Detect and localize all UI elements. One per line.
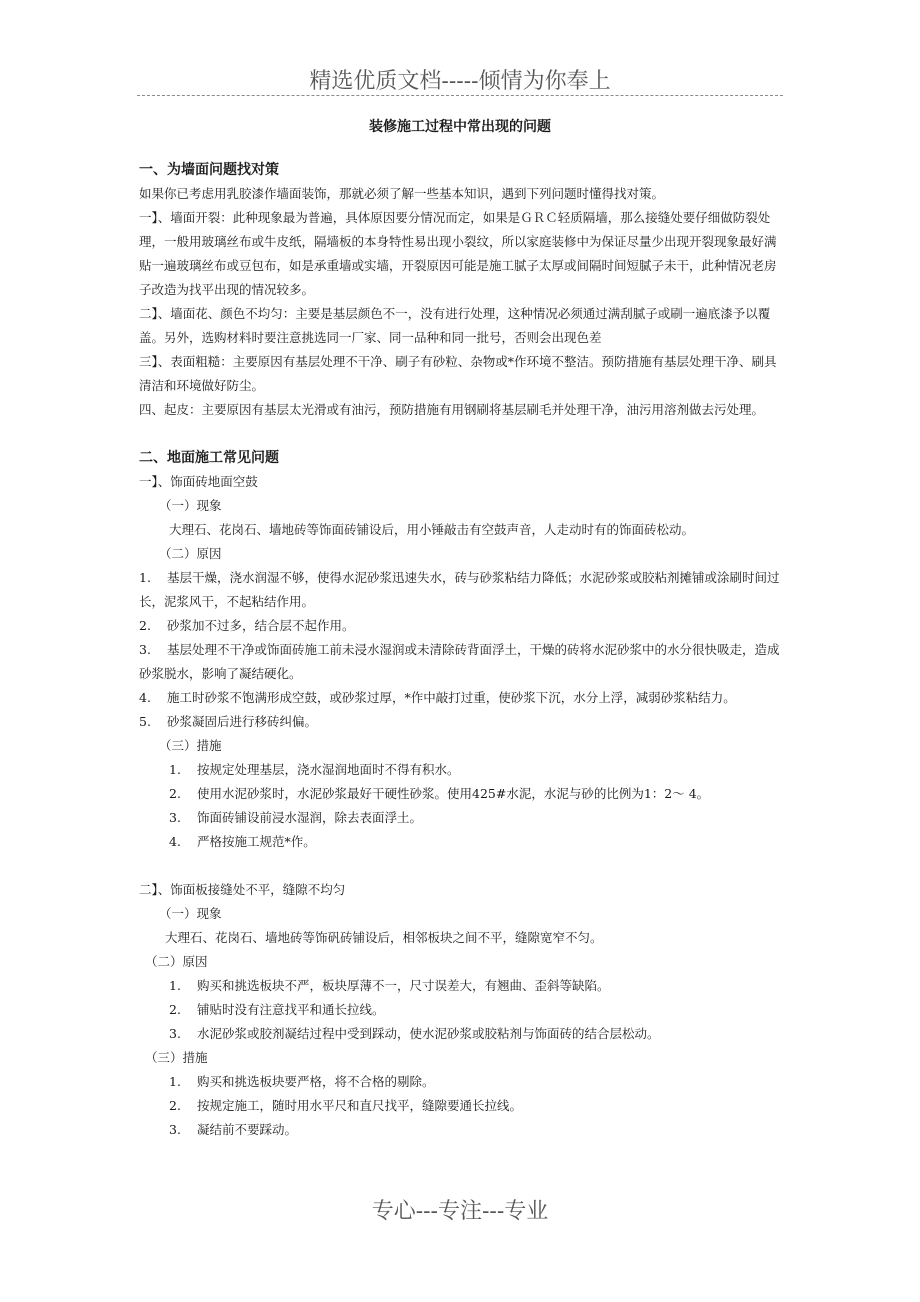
paragraph: 二】、墙面花、颜色不均匀：主要是基层颜色不一，没有进行处理，这种情况必须通过满刮腻子或刷一遍底漆予以覆盖。另外，选购材料时要注意挑选同一厂家、同一品种和同一批号，否则会出现色差 xyxy=(139,306,771,345)
measure-item xyxy=(139,758,787,782)
paragraph: 如果你已考虑用乳胶漆作墙面装饰，那就必须了解一些基本知识，遇到下列问题时懂得找对策。 xyxy=(139,186,665,201)
paragraph: 三】、表面粗糙：主要原因有基层处理不干净、刷子有砂粒、杂物或*作环境不整洁。预防措施有基层处理干净、刷具清洁和环境做好防尘。 xyxy=(139,354,777,393)
item-text: 砂浆凝固后进行移砖纠偏。 xyxy=(167,714,318,729)
cause-item xyxy=(139,686,787,710)
item-number: 3. xyxy=(169,1026,181,1041)
measure-label: （三）措施 xyxy=(145,1050,208,1065)
item-number: 3. xyxy=(139,642,151,657)
item-text: 购买和挑选板块要严格，将不合格的剔除。 xyxy=(197,1074,435,1089)
cause-item xyxy=(139,998,787,1022)
cause-item xyxy=(139,974,787,998)
page-header: 精选优质文档-----倾情为你奉上 xyxy=(309,69,611,94)
item-text: 凝结前不要踩动。 xyxy=(197,1122,298,1137)
measure-label: （三）措施 xyxy=(159,738,222,753)
document-body xyxy=(139,158,787,1142)
cause-item xyxy=(139,614,787,638)
measure-item xyxy=(139,1118,787,1142)
item-text: 水泥砂浆或胶剂凝结过程中受到踩动，使水泥砂浆或胶粘剂与饰面砖的结合层松动。 xyxy=(197,1026,660,1041)
cause-label: （二）原因 xyxy=(159,546,222,561)
header-divider xyxy=(137,95,783,96)
measure-item xyxy=(139,830,787,854)
document-title: 装修施工过程中常出现的问题 xyxy=(369,119,551,135)
phenomenon-text: 大理石、花岗石、墙地砖等饰矾砖铺设后，相邻板块之间不平，缝隙宽窄不匀。 xyxy=(165,930,603,945)
measure-item xyxy=(139,1094,787,1118)
cause-item xyxy=(139,1022,787,1046)
item-number: 1. xyxy=(169,762,181,777)
cause-item xyxy=(139,710,787,734)
paragraph: 四、起皮：主要原因有基层太光滑或有油污，预防措施有用钢刷将基层刷毛并处理干净，油污用溶剂做去污处理。 xyxy=(139,402,765,417)
measure-item xyxy=(139,782,787,806)
item-text: 按规定处理基层，浇水湿润地面时不得有积水。 xyxy=(197,762,460,777)
cause-label: （二）原因 xyxy=(145,954,208,969)
page-footer: 专心---专注---专业 xyxy=(371,1199,549,1224)
section-heading: 一、为墙面问题找对策 xyxy=(139,162,279,178)
measure-item xyxy=(139,806,787,830)
item-text: 按规定施工，随时用水平尺和直尺找平，缝隙要通长拉线。 xyxy=(197,1098,523,1113)
item-text: 严格按施工规范*作。 xyxy=(197,834,316,849)
item-number: 3. xyxy=(169,810,181,825)
subsection-heading: 一】、饰面砖地面空鼓 xyxy=(139,474,258,489)
item-number: 2. xyxy=(169,1098,181,1113)
paragraph: 一】、墙面开裂：此种现象最为普遍，具体原因要分情况而定，如果是ＧＲＣ轻质隔墙，那么接缝处要仔细做防裂处理，一般用玻璃丝布或牛皮纸，隔墙板的本身特性易出现小裂纹，所以家庭装修中为保证尽量少出现开裂现象最好满贴一遍玻璃丝布或豆包布，如是承重墙或实墙，开裂原因可能是施工腻子太厚或间隔时间短腻子未干，此种情况老房子改造为找平出现的情况较多。 xyxy=(139,210,777,297)
item-number: 4. xyxy=(139,690,151,705)
item-text: 铺贴时没有注意找平和通长拉线。 xyxy=(197,1002,385,1017)
item-text: 施工时砂浆不饱满形成空鼓，或砂浆过厚，*作中敲打过重，使砂浆下沉，水分上浮，减弱砂浆粘结力。 xyxy=(167,690,736,705)
cause-item xyxy=(139,638,787,686)
item-number: 4. xyxy=(169,834,181,849)
item-text: 砂浆加不过多，结合层不起作用。 xyxy=(167,618,355,633)
phenomenon-label: （一）现象 xyxy=(159,498,222,513)
item-number: 1. xyxy=(169,978,181,993)
item-text: 饰面砖铺设前浸水湿润，除去表面浮土。 xyxy=(197,810,423,825)
section-heading: 二、地面施工常见问题 xyxy=(139,450,279,466)
measure-item xyxy=(139,1070,787,1094)
phenomenon-label: （一）现象 xyxy=(159,906,222,921)
item-number: 2. xyxy=(139,618,151,633)
cause-item xyxy=(139,566,787,614)
item-number: 2. xyxy=(169,786,181,801)
phenomenon-text: 大理石、花岗石、墙地砖等饰面砖铺设后，用小锤敲击有空鼓声音，人走动时有的饰面砖松动。 xyxy=(169,522,695,537)
item-number: 3. xyxy=(169,1122,181,1137)
item-number: 5. xyxy=(139,714,151,729)
item-text: 使用水泥砂浆时，水泥砂浆最好干硬性砂浆。使用425#水泥，水泥与砂的比例为1：2～ 4。 xyxy=(197,786,710,801)
item-text: 基层干燥，浇水润湿不够，使得水泥砂浆迅速失水，砖与砂浆粘结力降低；水泥砂浆或胶粘剂摊铺或涂刷时间过长，泥浆风干，不起粘结作用。 xyxy=(139,570,780,609)
subsection-heading: 二】、饰面板接缝处不平，缝隙不均匀 xyxy=(139,882,346,897)
item-text: 基层处理不干净或饰面砖施工前未浸水湿润或未清除砖背面浮土，干燥的砖将水泥砂浆中的水分很快吸走，造成砂浆脱水，影响了凝结硬化。 xyxy=(139,642,780,681)
item-number: 1. xyxy=(169,1074,181,1089)
item-number: 1. xyxy=(139,570,151,585)
item-text: 购买和挑选板块不严，板块厚薄不一，尺寸误差大，有翘曲、歪斜等缺陷。 xyxy=(197,978,610,993)
item-number: 2. xyxy=(169,1002,181,1017)
